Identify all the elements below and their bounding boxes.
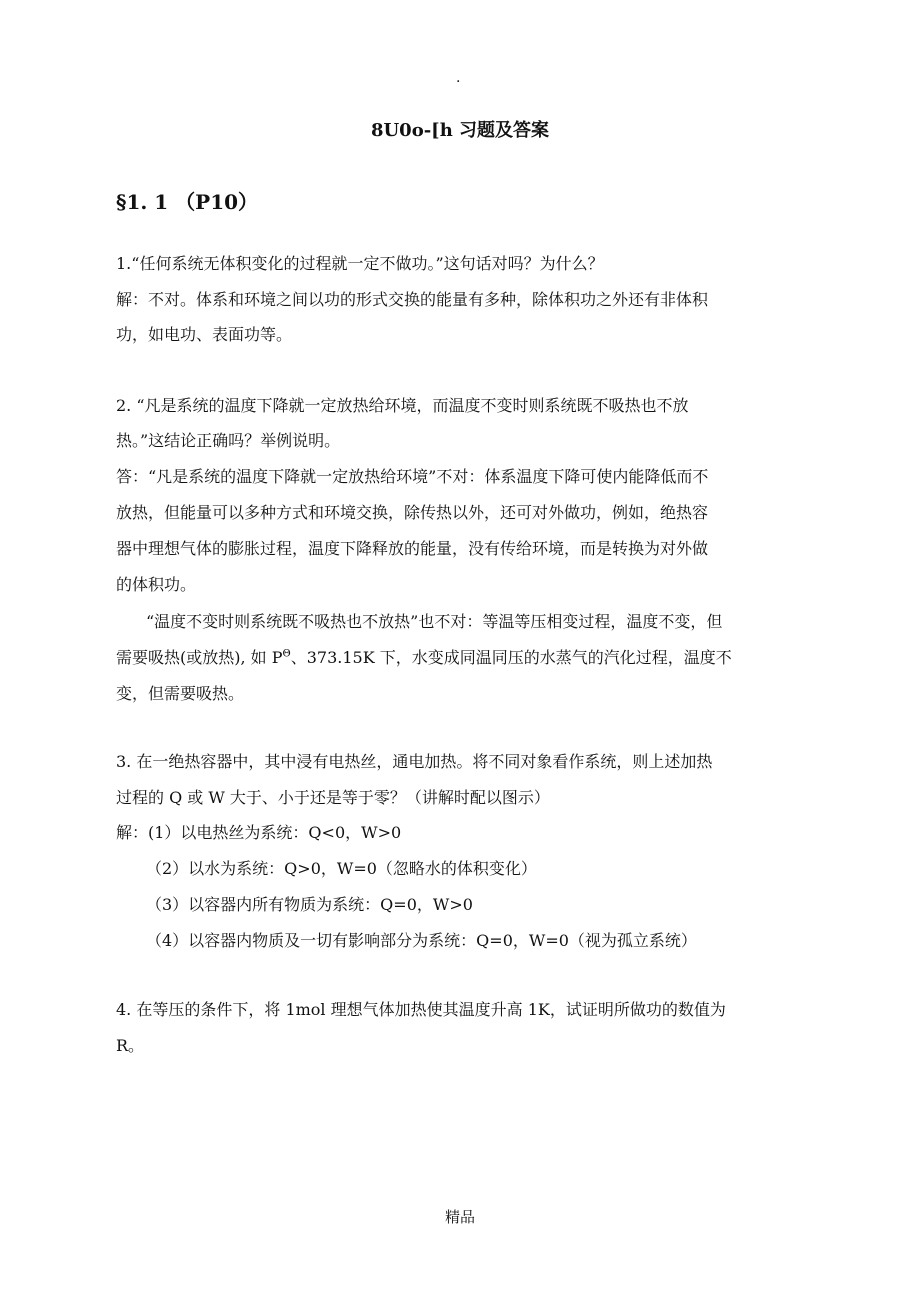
question-4-line-2: R。 (116, 1036, 145, 1055)
answer-1-line-1: 解：不对。体系和环境之间以功的形式交换的能量有多种，除体积功之外还有非体积 (116, 290, 709, 309)
answer-2-line-3: 器中理想气体的膨胀过程，温度下降释放的能量，没有传给环境，而是转换为对外做 (116, 539, 709, 558)
section-heading: §1. 1 （P10） (116, 190, 259, 214)
answer-2-line-6-rest: 、373.15K 下，水变成同温同压的水蒸气的汽化过程，温度不 (290, 648, 732, 667)
question-1: 1.“任何系统无体积变化的过程就一定不做功。”这句话对吗？为什么？ (116, 254, 604, 273)
answer-2-line-7: 变，但需要吸热。 (116, 684, 245, 703)
question-3-line-1: 3. 在一绝热容器中，其中浸有电热丝，通电加热。将不同对象看作系统，则上述加热 (116, 752, 713, 771)
answer-2-line-6 (116, 648, 732, 668)
answer-2-line-6-text: 需要吸热(或放热), 如 P (116, 648, 283, 667)
answer-2-line-2: 放热，但能量可以多种方式和环境交换，除传热以外，还可对外做功，例如，绝热容 (116, 503, 709, 522)
page-footer: 精品 (444, 1208, 475, 1226)
answer-1-line-2: 功，如电功、表面功等。 (116, 325, 293, 344)
answer-3-line-2: （2）以水为系统：Q>0，W=0（忽略水的体积变化） (146, 859, 537, 878)
answer-3-line-1: 解：(1）以电热丝为系统：Q<0，W>0 (116, 823, 402, 842)
question-2-line-2: 热。”这结论正确吗？举例说明。 (116, 431, 341, 450)
standard-state-symbol: Θ (282, 648, 291, 660)
question-2-line-1: 2. “凡是系统的温度下降就一定放热给环境，而温度不变时则系统既不吸热也不放 (116, 396, 689, 415)
answer-2-line-5: “温度不变时则系统既不吸热也不放热”也不对：等温等压相变过程，温度不变，但 (146, 612, 723, 631)
question-4-line-1: 4. 在等压的条件下，将 1mol 理想气体加热使其温度升高 1K，试证明所做功的数值为 (116, 1000, 726, 1019)
answer-2-line-1: 答：“凡是系统的温度下降就一定放热给环境”不对：体系温度下降可使内能降低而不 (116, 467, 709, 486)
header-mark: . (456, 70, 461, 86)
document-title: 8U0o-[h 习题及答案 (370, 120, 550, 141)
answer-3-line-3: （3）以容器内所有物质为系统：Q=0，W>0 (146, 895, 473, 914)
answer-2-line-4: 的体积功。 (116, 575, 197, 594)
answer-3-line-4: （4）以容器内物质及一切有影响部分为系统：Q=0，W=0（视为孤立系统） (146, 931, 697, 950)
question-3-line-2: 过程的 Q 或 W 大于、小于还是等于零？（讲解时配以图示） (116, 788, 550, 807)
